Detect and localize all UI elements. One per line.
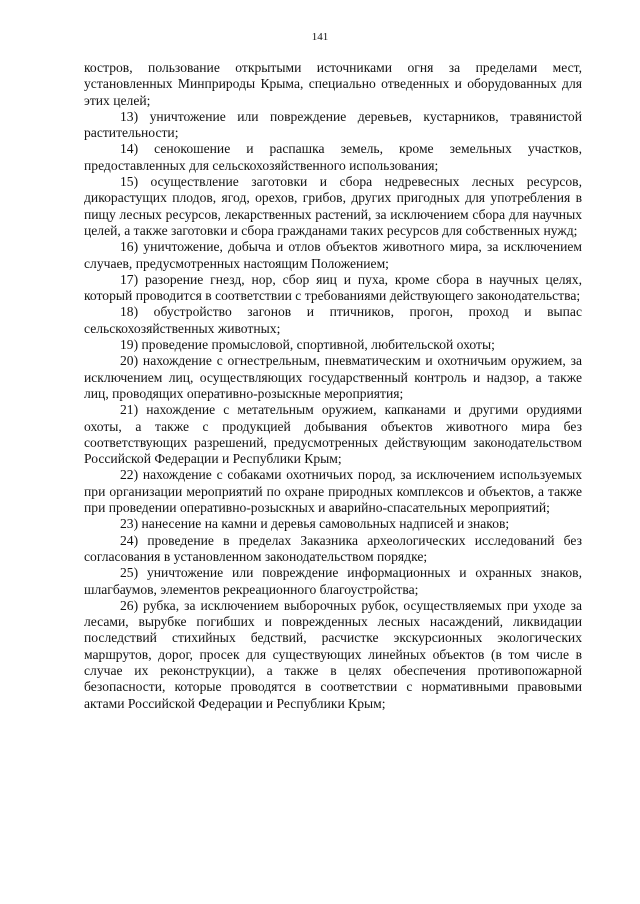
paragraph-item-16: 16) уничтожение, добыча и отлов объектов животного мира, за исключением случаев, предусмотренных настоящим Положением;: [84, 239, 582, 271]
paragraph-item-25: 25) уничтожение или повреждение информационных и охранных знаков, шлагбаумов, элементов рекреационного благоустройства;: [84, 565, 582, 597]
paragraph-item-22: 22) нахождение с собаками охотничьих пород, за исключением используемых при организации мероприятий по охране природных комплексов и объектов, а также при проведении оперативно-розыскных и аварийно-спасательных мероприятий;: [84, 467, 582, 516]
paragraph-item-20: 20) нахождение с огнестрельным, пневматическим и охотничьим оружием, за исключением лиц, осуществляющих государственный контроль и надзор, а также лиц, проводящих оперативно-розыскные мероприятия;: [84, 353, 582, 401]
paragraph-item-23: 23) нанесение на камни и деревья самовольных надписей и знаков;: [120, 516, 510, 532]
paragraph-item-19: 19) проведение промысловой, спортивной, любительской охоты;: [120, 337, 495, 353]
paragraph-item-26: 26) рубка, за исключением выборочных рубок, осуществляемых при уходе за лесами, вырубке погибших и поврежденных лесных насаждений, ликвидации последствий стихийных бедствий, расчистке экскурсионных экологических маршрутов, дорог, просек для существующих линейных объектов (в том числе в случае их реконструкции), а также в целях обеспечения противопожарной безопасности, которые проводятся в соответствии с нормативными правовыми актами Российской Федерации и Республики Крым;: [84, 597, 582, 711]
paragraph-item-24: 24) проведение в пределах Заказника археологических исследований без согласования в установленном законодательством порядке;: [84, 532, 582, 564]
paragraph-item-18: 18) обустройство загонов и птичников, прогон, проход и выпас сельскохозяйственных животных;: [84, 304, 582, 336]
paragraph-item-17: 17) разорение гнезд, нор, сбор яиц и пуха, кроме сбора в научных целях, который проводится в соответствии с требованиями действующего законодательства;: [84, 271, 582, 304]
paragraph-item-21: 21) нахождение с метательным оружием, капканами и другими орудиями охоты, а также с продукцией добывания объектов животного мира без соответствующих разрешений, предусмотренных действующим законодательством Российской Федерации и Республики Крым;: [84, 402, 582, 467]
paragraph-item-15: 15) осуществление заготовки и сбора недревесных лесных ресурсов, дикорастущих плодов, ягод, орехов, грибов, других пригодных для употребления в пищу лесных ресурсов, лекарственных растений, за исключением сбора для научных целей, а также заготовки и сбора гражданами таких ресурсов для собственных нужд;: [84, 174, 582, 238]
paragraph-item-14: 14) сенокошение и распашка земель, кроме земельных участков, предоставленных для сельскохозяйственного использования;: [84, 141, 582, 173]
document-body: [84, 60, 582, 712]
paragraph-continuation: костров, пользование открытыми источниками огня за пределами мест, установленных Минприроды Крыма, специально отведенных и оборудованных для этих целей;: [84, 60, 582, 108]
paragraph-item-13: 13) уничтожение или повреждение деревьев, кустарников, травянистой растительности;: [84, 108, 582, 141]
page-number: 141: [311, 31, 329, 43]
